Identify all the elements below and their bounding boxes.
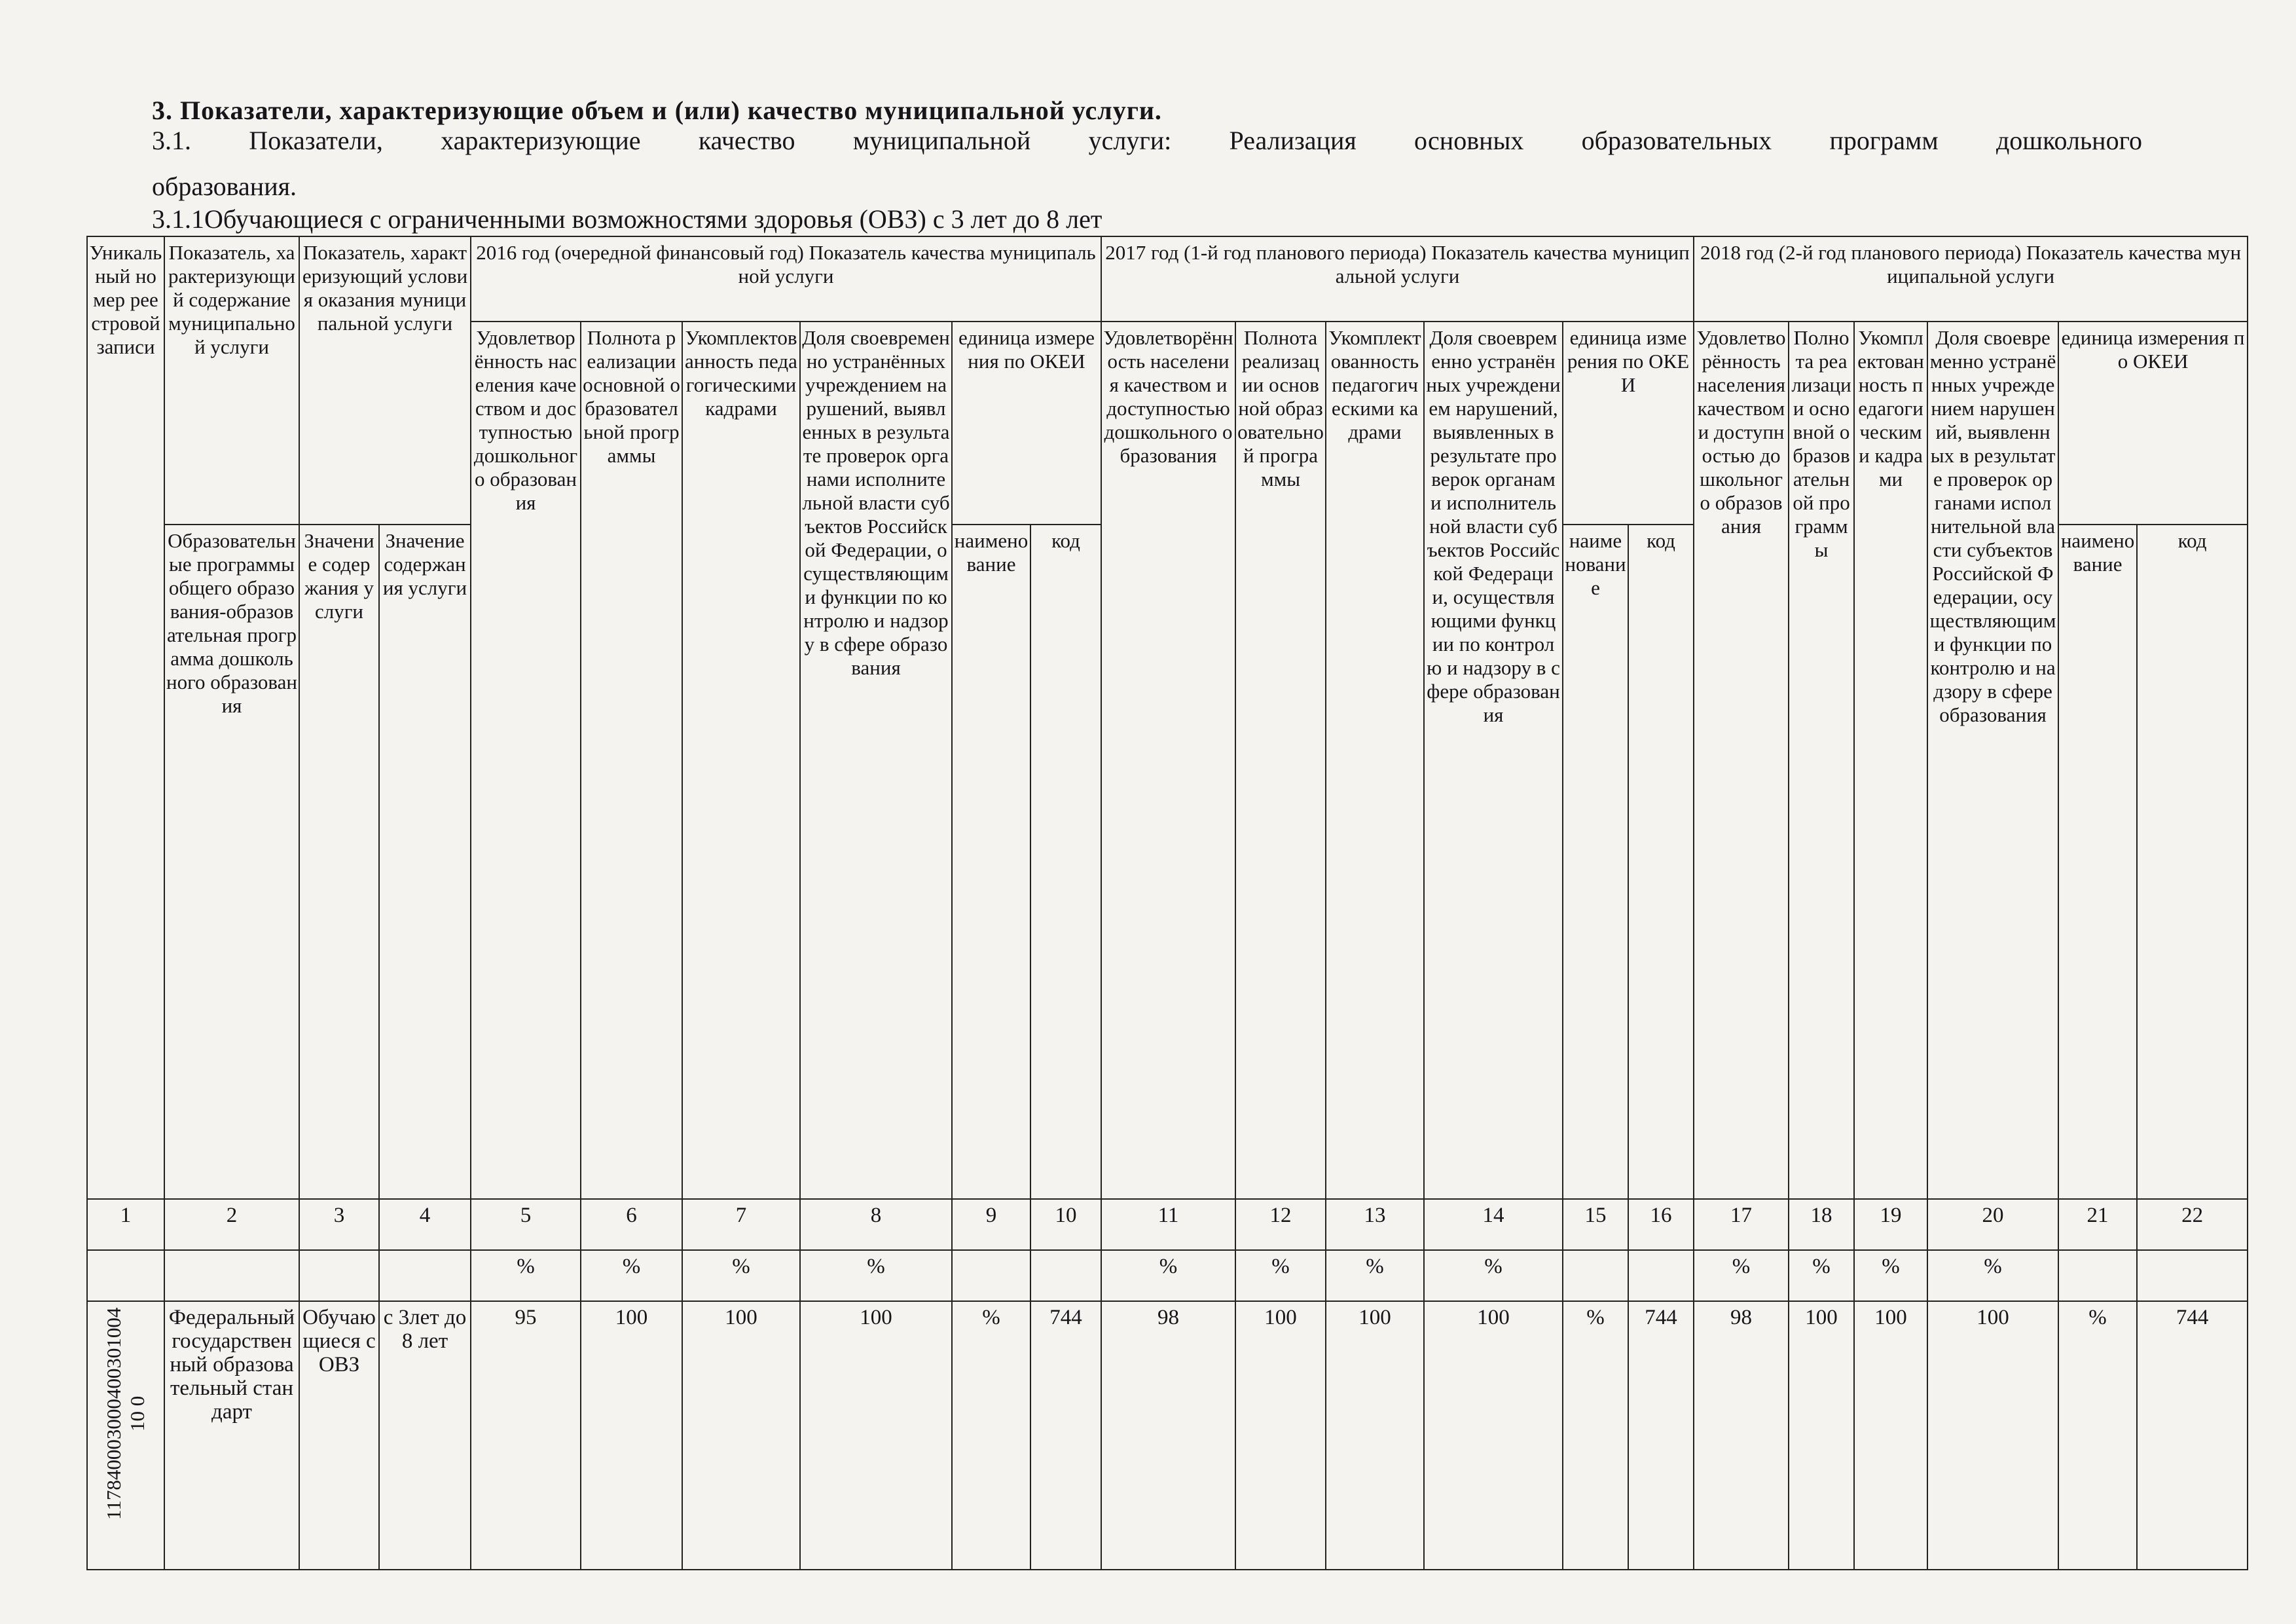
header-year-2017: 2017 год (1-й год планового периода) Показатель качества муниципальной услуги — [1101, 236, 1694, 322]
header-2017-okei-code: код — [1628, 525, 1694, 1199]
value-cell: % — [952, 1301, 1030, 1570]
column-number-cell: 15 — [1563, 1199, 1628, 1250]
unit-cell — [952, 1250, 1030, 1301]
value-cell: 744 — [1628, 1301, 1694, 1570]
unit-cell — [379, 1250, 471, 1301]
header-2017-okei-name: наименование — [1563, 525, 1628, 1199]
content-value-cell: Федеральный государственный образовательный стандарт — [164, 1301, 299, 1570]
unit-cell — [299, 1250, 379, 1301]
header-2018-okei: единица измерения по ОКЕИ — [2058, 322, 2248, 525]
header-unique-number: Уникальный номер реестровой записи — [87, 236, 164, 1199]
header-2016-satisfaction: Удовлетворённость населения качеством и доступностью дошкольного образования — [471, 322, 581, 1199]
unit-cell — [1563, 1250, 1628, 1301]
header-2017-okei: единица измерения по ОКЕИ — [1563, 322, 1694, 525]
value-cell: 95 — [471, 1301, 581, 1570]
header-2016-okei-code: код — [1030, 525, 1101, 1199]
unit-cell: % — [1424, 1250, 1563, 1301]
header-2018-completeness: Полнота реализации основной образовательной программы — [1789, 322, 1854, 1199]
column-number-cell: 4 — [379, 1199, 471, 1250]
quality-indicators-table — [86, 236, 2248, 1570]
column-number-cell: 5 — [471, 1199, 581, 1250]
column-number-cell: 21 — [2058, 1199, 2137, 1250]
unit-cell — [1628, 1250, 1694, 1301]
registry-number-cell: 11784000300040030100410 0 — [87, 1301, 164, 1570]
unit-row — [87, 1250, 2248, 1301]
column-number-cell: 20 — [1927, 1199, 2058, 1250]
column-number-cell: 11 — [1101, 1199, 1235, 1250]
column-number-cell: 14 — [1424, 1199, 1563, 1250]
column-number-cell: 7 — [682, 1199, 800, 1250]
header-2018-staffing: Укомплектованность педагогическими кадрами — [1854, 322, 1927, 1199]
column-number-cell: 19 — [1854, 1199, 1927, 1250]
value-cell: 98 — [1694, 1301, 1789, 1570]
value-cell: 744 — [2137, 1301, 2248, 1570]
header-condition-sub-2: Значение содержания услуги — [379, 525, 471, 1199]
value-cell: 98 — [1101, 1301, 1235, 1570]
header-2016-okei-name: наименование — [952, 525, 1030, 1199]
header-2018-violations-share: Доля своевременно устранённых учреждением нарушений, выявленных в результате проверок органами исполнительной власти субъектов Российской Федерации, осуществляющими функции по контролю и надзору в сфере образования — [1927, 322, 2058, 1199]
value-cell: 100 — [682, 1301, 800, 1570]
value-cell: 100 — [1927, 1301, 2058, 1570]
value-cell: 100 — [1789, 1301, 1854, 1570]
unit-cell: % — [581, 1250, 682, 1301]
column-number-cell: 1 — [87, 1199, 164, 1250]
header-2017-completeness: Полнота реализации основной образовательной программы — [1235, 322, 1326, 1199]
column-number-cell: 2 — [164, 1199, 299, 1250]
value-cell: 744 — [1030, 1301, 1101, 1570]
column-number-cell: 13 — [1326, 1199, 1424, 1250]
header-condition-sub-1: Значение содержания услуги — [299, 525, 379, 1199]
unit-cell: % — [471, 1250, 581, 1301]
unit-cell: % — [1326, 1250, 1424, 1301]
header-2017-satisfaction: Удовлетворённость населения качеством и доступностью дошкольного образования — [1101, 322, 1235, 1199]
condition-value-1-cell: Обучающиеся с ОВЗ — [299, 1301, 379, 1570]
unit-cell: % — [800, 1250, 952, 1301]
value-cell: % — [1563, 1301, 1628, 1570]
column-number-cell: 10 — [1030, 1199, 1101, 1250]
column-number-cell: 3 — [299, 1199, 379, 1250]
value-cell: 100 — [581, 1301, 682, 1570]
header-2018-okei-code: код — [2137, 525, 2248, 1199]
table-row — [87, 1301, 2248, 1570]
unit-cell: % — [1101, 1250, 1235, 1301]
header-2016-staffing: Укомплектованность педагогическими кадрами — [682, 322, 800, 1199]
header-2016-violations-share: Доля своевременно устранённых учреждением нарушений, выявленных в результате проверок органами исполнительной власти субъектов Российской Федерации, осуществляющими функции по контролю и надзору в сфере образования — [800, 322, 952, 1199]
condition-value-2-cell: с 3лет до 8 лет — [379, 1301, 471, 1570]
section-subtitle: 3.1. Показатели, характеризующие качество муниципальной услуги: Реализация основных образовательных программ дошкольного — [152, 126, 2142, 155]
header-2017-staffing: Укомплектованность педагогическими кадрами — [1326, 322, 1424, 1199]
unit-cell: % — [682, 1250, 800, 1301]
section-title: 3. Показатели, характеризующие объем и (или) качество муниципальной услуги. — [152, 96, 1162, 125]
column-number-cell: 17 — [1694, 1199, 1789, 1250]
header-2016-okei: единица измерения по ОКЕИ — [952, 322, 1101, 525]
value-cell: 100 — [1424, 1301, 1563, 1570]
header-2017-violations-share: Доля своевременно устранённых учреждением нарушений, выявленных в результате проверок органами исполнительной власти субъектов Российской Федерации, осуществляющими функции по контролю и надзору в сфере образования — [1424, 322, 1563, 1199]
value-cell: 100 — [1326, 1301, 1424, 1570]
column-number-cell: 18 — [1789, 1199, 1854, 1250]
header-2018-okei-name: наименование — [2058, 525, 2137, 1199]
header-2018-satisfaction: Удовлетворённость населения качеством и доступностью дошкольного образования — [1694, 322, 1789, 1199]
unit-cell: % — [1927, 1250, 2058, 1301]
unit-cell: % — [1235, 1250, 1326, 1301]
unit-cell: % — [1789, 1250, 1854, 1301]
header-condition-indicator: Показатель, характеризующий условия оказания муниципальной услуги — [299, 236, 471, 525]
column-number-cell: 8 — [800, 1199, 952, 1250]
header-content-sub: Образовательные программы общего образования-образовательная программа дошкольного образования — [164, 525, 299, 1199]
unit-cell: % — [1694, 1250, 1789, 1301]
category-heading: 3.1.1Обучающиеся с ограниченными возможностями здоровья (ОВЗ) с 3 лет до 8 лет — [152, 204, 1102, 234]
section-subtitle-cont: образования. — [152, 172, 297, 201]
unit-cell — [164, 1250, 299, 1301]
column-number-cell: 6 — [581, 1199, 682, 1250]
unit-cell — [1030, 1250, 1101, 1301]
unit-cell — [2058, 1250, 2137, 1301]
header-2016-completeness: Полнота реализации основной образовательной программы — [581, 322, 682, 1199]
unit-cell — [87, 1250, 164, 1301]
unit-cell — [2137, 1250, 2248, 1301]
column-number-cell: 16 — [1628, 1199, 1694, 1250]
value-cell: 100 — [800, 1301, 952, 1570]
value-cell: 100 — [1854, 1301, 1927, 1570]
column-number-cell: 22 — [2137, 1199, 2248, 1250]
unit-cell: % — [1854, 1250, 1927, 1301]
column-number-cell: 9 — [952, 1199, 1030, 1250]
header-content-indicator: Показатель, характеризующий содержание муниципальной услуги — [164, 236, 299, 525]
header-year-2018: 2018 год (2-й год планового периода) Показатель качества муниципальной услуги — [1694, 236, 2248, 322]
value-cell: % — [2058, 1301, 2137, 1570]
header-year-2016: 2016 год (очередной финансовый год) Показатель качества муниципальной услуги — [471, 236, 1101, 322]
column-number-row — [87, 1199, 2248, 1250]
column-number-cell: 12 — [1235, 1199, 1326, 1250]
value-cell: 100 — [1235, 1301, 1326, 1570]
